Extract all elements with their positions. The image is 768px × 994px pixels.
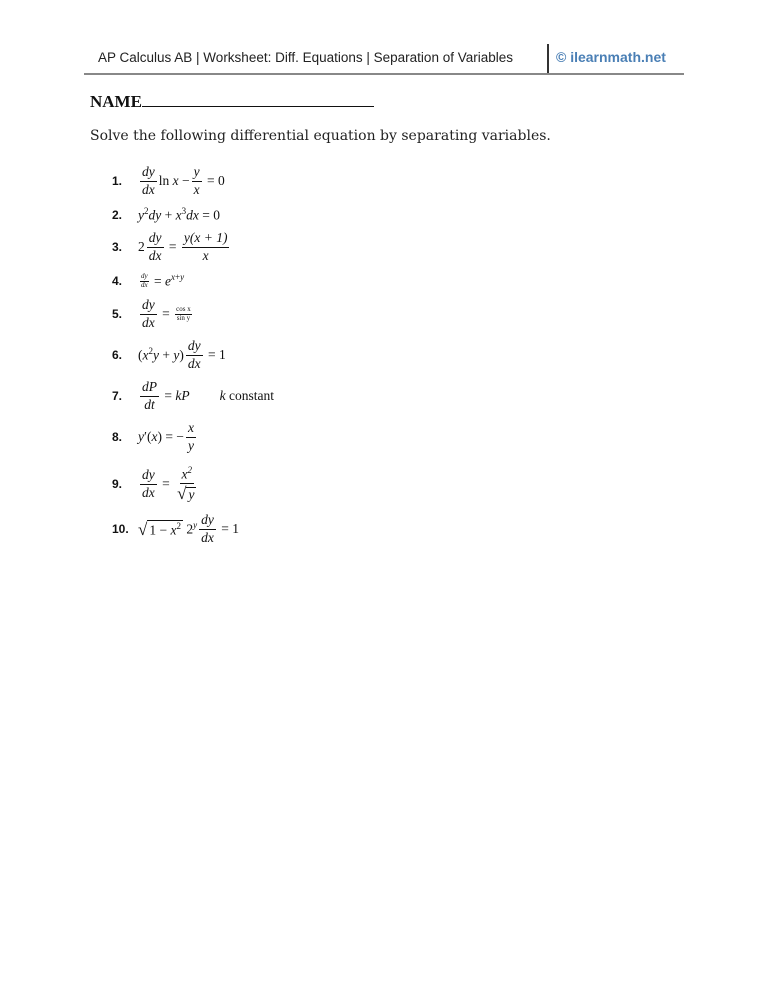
equation-1: $\frac{dy}{dx}$ ln x − $\frac{y}{x}$ = 0 xyxy=(142,164,225,197)
instructions: Solve the following differential equation by separating variables. xyxy=(90,128,551,144)
problem-2 xyxy=(112,203,220,227)
problem-9 xyxy=(112,465,200,503)
problem-number: 1. xyxy=(112,174,123,188)
problem-number: 3. xyxy=(112,240,123,254)
problem-5 xyxy=(112,297,194,330)
problem-number: 8. xyxy=(112,430,123,444)
problem-number: 7. xyxy=(112,389,123,403)
problem-number: 6. xyxy=(112,348,123,362)
header-brand: © ilearnmath.net xyxy=(556,49,666,65)
problem-10 xyxy=(112,512,239,545)
equation-2: $y^2dy + x^3dx = 0$ xyxy=(138,206,220,223)
problem-7 xyxy=(112,379,274,412)
equation-5: $\frac{dy}{dx}$ = $\frac{\text{cos x}}{\text{sin y}}$ xyxy=(142,297,191,330)
problem-3 xyxy=(112,230,231,263)
header-rule xyxy=(84,73,684,75)
problem-1 xyxy=(112,164,225,197)
problem-number: 4. xyxy=(112,274,123,288)
equation-7: $\frac{dP}{dt}$ = kP k constant xyxy=(142,379,274,412)
problem-number: 10. xyxy=(112,522,129,536)
worksheet-header xyxy=(84,44,684,72)
equation-6: $(x^2y + y)$ $\frac{dy}{dx}$ = 1 xyxy=(138,338,226,371)
problem-number: 5. xyxy=(112,307,123,321)
name-field xyxy=(90,92,374,112)
problem-number: 2. xyxy=(112,208,123,222)
name-blank-line xyxy=(142,94,374,107)
problem-number: 9. xyxy=(112,477,123,491)
equation-9: $\frac{dy}{dx}$ = $x^2$ √ y xyxy=(142,465,195,503)
problem-6 xyxy=(112,338,226,371)
problem-8 xyxy=(112,420,198,453)
equation-8: y′(x) = − $\frac{x}{y}$ xyxy=(138,420,194,453)
equation-4: $\frac{dy}{dx}$ = $e^{x+y}$ xyxy=(141,272,185,289)
name-label: NAME xyxy=(90,92,142,111)
equation-10: √ $1 - x^2$ 2$^y$ $\frac{dy}{dx}$ = 1 xyxy=(138,512,239,545)
problem-4 xyxy=(112,269,184,293)
header-divider xyxy=(547,44,549,73)
header-title: AP Calculus AB | Worksheet: Diff. Equations | Separation of Variables xyxy=(98,50,513,65)
equation-3: 2 $\frac{dy}{dx}$ = $\frac{y(x + 1)}{x}$ xyxy=(138,230,228,263)
